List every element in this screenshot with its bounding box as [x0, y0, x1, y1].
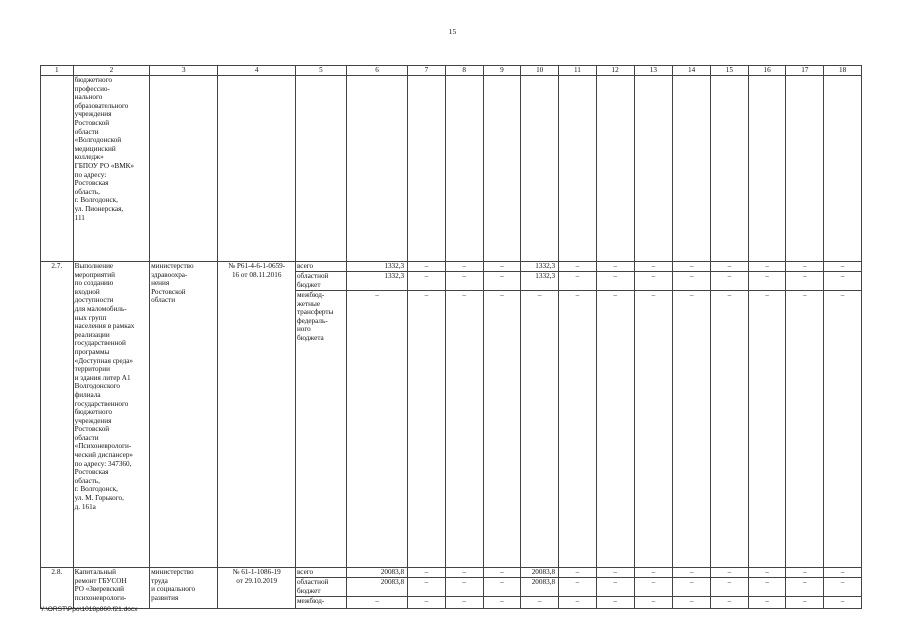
empty-cell	[748, 76, 786, 262]
empty-cell	[218, 76, 296, 262]
value-cell: –	[346, 291, 407, 568]
responsible-ministry-cell: министерство здравоохра- нения Ростовской области	[150, 262, 218, 568]
empty-cell	[786, 76, 824, 262]
value-cell: –	[711, 272, 749, 291]
value-cell: –	[748, 597, 786, 609]
column-header: 16	[748, 66, 786, 76]
value-cell: –	[634, 291, 673, 568]
value-cell: –	[408, 568, 446, 578]
column-header: 5	[295, 66, 346, 76]
value-cell: –	[596, 597, 634, 609]
empty-cell	[445, 76, 483, 262]
value-cell: 20083,8	[346, 568, 407, 578]
value-cell: –	[786, 262, 824, 272]
value-cell: –	[483, 597, 521, 609]
value-cell: –	[596, 272, 634, 291]
value-cell: –	[559, 291, 597, 568]
value-cell: –	[483, 262, 521, 272]
value-cell: –	[483, 568, 521, 578]
table-row	[41, 568, 862, 578]
empty-cell	[559, 76, 597, 262]
value-cell: –	[711, 597, 749, 609]
value-cell: –	[559, 568, 597, 578]
value-cell: –	[748, 272, 786, 291]
value-cell: –	[824, 262, 862, 272]
value-cell: –	[445, 262, 483, 272]
column-header: 13	[634, 66, 673, 76]
value-cell: –	[596, 568, 634, 578]
value-cell: –	[748, 568, 786, 578]
column-header: 17	[786, 66, 824, 76]
file-path-footer: Y:\ORST\Ppo\1018p860.f21.docx	[40, 606, 138, 613]
value-cell: –	[559, 272, 597, 291]
document-number-cell: № 61-1-1086-19 от 29.10.2019	[218, 568, 296, 609]
value-cell: –	[634, 597, 673, 609]
column-header: 8	[445, 66, 483, 76]
value-cell: –	[634, 568, 673, 578]
value-cell: –	[559, 597, 597, 609]
value-cell: –	[634, 578, 673, 597]
funding-source-cell: областной бюджет	[295, 578, 346, 597]
value-cell: –	[346, 597, 407, 609]
column-header: 18	[824, 66, 862, 76]
empty-cell	[711, 76, 749, 262]
document-number-cell: № Р61-4-6-1-0659- 16 от 08.11.2016	[218, 262, 296, 568]
value-cell: –	[596, 262, 634, 272]
value-cell: –	[824, 568, 862, 578]
value-cell: –	[824, 291, 862, 568]
value-cell: –	[559, 578, 597, 597]
empty-cell	[521, 76, 559, 262]
column-header: 14	[673, 66, 711, 76]
object-name-cell: Выполнение мероприятий по созданию входной доступности для маломобиль- ных групп населения в рамках реализации государственной программы «Доступная среда» территории и здания литер А1 Волгодонского филиала государственного бюджетного учреждения Ростовской области «Психоневрологи- ческий диспансер» по адресу: 347360, Ростовская область, г. Волгодонск, ул. М. Горького, д. 161а	[73, 262, 149, 568]
value-cell: –	[408, 578, 446, 597]
responsible-ministry-cell: министерство труда и социального развития	[150, 568, 218, 609]
column-header: 10	[521, 66, 559, 76]
funding-source-cell: областной бюджет	[295, 272, 346, 291]
funding-source-cell: всего	[295, 568, 346, 578]
value-cell: –	[748, 578, 786, 597]
value-cell: –	[521, 597, 559, 609]
value-cell: –	[711, 262, 749, 272]
column-header: 15	[711, 66, 749, 76]
value-cell: 20083,8	[346, 578, 407, 597]
value-cell: –	[483, 291, 521, 568]
column-header: 7	[408, 66, 446, 76]
value-cell: 20083,8	[521, 568, 559, 578]
empty-cell	[295, 76, 346, 262]
value-cell: –	[634, 272, 673, 291]
value-cell: –	[673, 597, 711, 609]
value-cell: 1332,3	[346, 262, 407, 272]
row-number-cell: 2.7.	[41, 262, 74, 568]
value-cell: –	[408, 597, 446, 609]
value-cell: –	[786, 291, 824, 568]
value-cell: 20083,8	[521, 578, 559, 597]
value-cell: –	[711, 578, 749, 597]
empty-cell	[824, 76, 862, 262]
value-cell: –	[483, 272, 521, 291]
value-cell: –	[711, 568, 749, 578]
value-cell: –	[596, 291, 634, 568]
value-cell: –	[748, 262, 786, 272]
empty-cell	[408, 76, 446, 262]
value-cell: –	[786, 568, 824, 578]
table-row	[41, 262, 862, 272]
object-name-cell: бюджетного профессио- нального образовательного учреждения Ростовской области «Волгодонской медицинский колледж» ГБПОУ РО «ВМК» по адресу: Ростовская область, г. Волгодонск, ул. Пионерская, 111	[73, 76, 149, 262]
value-cell: –	[445, 597, 483, 609]
value-cell: –	[634, 262, 673, 272]
page-number: 15	[448, 27, 457, 36]
value-cell: –	[786, 597, 824, 609]
value-cell: –	[786, 272, 824, 291]
value-cell: –	[673, 291, 711, 568]
empty-cell	[483, 76, 521, 262]
object-name-cell: Капитальный ремонт ГБУСОН РО «Зверевский психоневрологи-	[73, 568, 149, 609]
funding-source-cell: межбюд- жетные трансферты федераль- ного бюджета	[295, 291, 346, 568]
value-cell: –	[673, 568, 711, 578]
value-cell: –	[408, 272, 446, 291]
value-cell: –	[559, 262, 597, 272]
empty-cell	[634, 76, 673, 262]
column-header: 4	[218, 66, 296, 76]
program-table	[40, 65, 862, 609]
value-cell: –	[748, 291, 786, 568]
funding-source-cell: всего	[295, 262, 346, 272]
row-number-cell: 2.8.	[41, 568, 74, 609]
value-cell: –	[673, 578, 711, 597]
column-header: 6	[346, 66, 407, 76]
empty-cell	[150, 76, 218, 262]
value-cell: –	[673, 262, 711, 272]
column-header: 11	[559, 66, 597, 76]
value-cell: –	[445, 291, 483, 568]
empty-cell	[673, 76, 711, 262]
value-cell: –	[786, 578, 824, 597]
funding-source-cell: межбюд-	[295, 597, 346, 609]
value-cell: –	[483, 578, 521, 597]
value-cell: –	[408, 291, 446, 568]
value-cell: –	[824, 578, 862, 597]
value-cell: –	[521, 291, 559, 568]
column-header: 1	[41, 66, 74, 76]
column-header: 3	[150, 66, 218, 76]
empty-cell	[346, 76, 407, 262]
value-cell: –	[445, 568, 483, 578]
value-cell: –	[824, 272, 862, 291]
value-cell: –	[711, 291, 749, 568]
value-cell: 1332,3	[346, 272, 407, 291]
value-cell: 1332,3	[521, 262, 559, 272]
row-number-cell	[41, 76, 74, 262]
value-cell: –	[445, 578, 483, 597]
column-header: 2	[73, 66, 149, 76]
value-cell: –	[824, 597, 862, 609]
value-cell: 1332,3	[521, 272, 559, 291]
header-row	[41, 66, 862, 76]
table-row	[41, 76, 862, 262]
value-cell: –	[596, 578, 634, 597]
empty-cell	[596, 76, 634, 262]
value-cell: –	[408, 262, 446, 272]
column-header: 9	[483, 66, 521, 76]
value-cell: –	[445, 272, 483, 291]
value-cell: –	[673, 272, 711, 291]
column-header: 12	[596, 66, 634, 76]
